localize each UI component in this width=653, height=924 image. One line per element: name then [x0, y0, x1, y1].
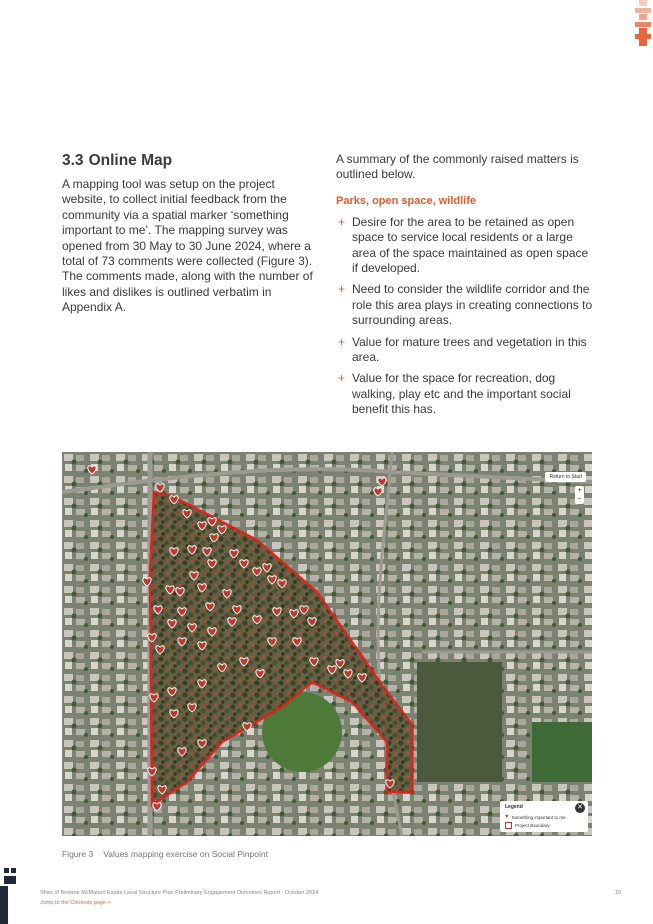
summary-subheading: Parks, open space, wildlife	[336, 194, 476, 207]
legend-label: Project Boundary	[515, 823, 550, 828]
plus-icon: +	[338, 371, 346, 386]
footer-title: Shire of Broome McMahon Estate Local Structure Plan Preliminary Engagement Outcomes Report - October 2024	[40, 890, 319, 896]
figure-caption	[62, 849, 268, 859]
zoom-out-button[interactable]: −	[577, 496, 582, 503]
map-canvas[interactable]	[62, 452, 592, 836]
values-map[interactable]	[62, 452, 592, 836]
figure-caption-text: Values mapping exercise on Social Pinpoint	[103, 849, 268, 859]
legend-close-icon[interactable]: ✕	[575, 803, 585, 813]
bullet-item	[336, 335, 596, 366]
bullet-text: Value for the space for recreation, dog walking, play etc and the important social benefit this has.	[352, 371, 571, 417]
section-paragraph: A mapping tool was setup on the project website, to collect initial feedback from the community via a spatial marker ‘something important to me’. The mapping survey was opened from 30 May to 30 June 2024, where a total of 73 comments were collected (Figure 3). The comments made, along with the number of likes and dislikes is outlined verbatim in Appendix A.	[62, 177, 313, 315]
plus-icon: +	[338, 214, 346, 229]
heart-icon: ♥	[505, 814, 509, 820]
boundary-swatch-icon	[505, 822, 512, 829]
bullet-text: Value for mature trees and vegetation in this area.	[352, 334, 587, 365]
section-heading	[62, 152, 320, 170]
return-to-start-button[interactable]: Return to Start	[545, 472, 586, 482]
map-legend	[500, 801, 588, 832]
bullet-text: Need to consider the wildlife corridor and the role this area plays in creating connections to surrounding areas.	[352, 282, 593, 328]
corner-logo-mark	[633, 0, 653, 48]
legend-label: Something important to me	[511, 814, 566, 820]
section-number: 3.3	[62, 152, 84, 169]
summary-bullet-list	[336, 215, 596, 418]
contents-link[interactable]: Jump to the Contents page >	[40, 900, 111, 906]
bullet-item	[336, 215, 596, 277]
bullet-item	[336, 371, 596, 417]
zoom-in-button[interactable]: +	[577, 487, 582, 494]
page-number: 15	[614, 890, 621, 896]
footer-logo-mark	[0, 868, 18, 924]
zoom-control[interactable]	[575, 486, 584, 504]
summary-section	[336, 152, 596, 424]
section-title: Online Map	[88, 152, 173, 169]
legend-row	[505, 814, 583, 820]
legend-row	[505, 822, 583, 829]
figure-number: Figure 3	[62, 849, 94, 859]
plus-icon: +	[338, 334, 346, 349]
online-map-section	[62, 152, 320, 316]
bullet-item	[336, 282, 596, 328]
summary-intro: A summary of the commonly raised matters is outlined below.	[336, 152, 579, 182]
bullet-text: Desire for the area to be retained as open space to service local residents or a large area of the space maintained as open space if developed.	[352, 214, 589, 276]
plus-icon: +	[338, 282, 346, 297]
legend-title: Legend	[505, 804, 523, 810]
